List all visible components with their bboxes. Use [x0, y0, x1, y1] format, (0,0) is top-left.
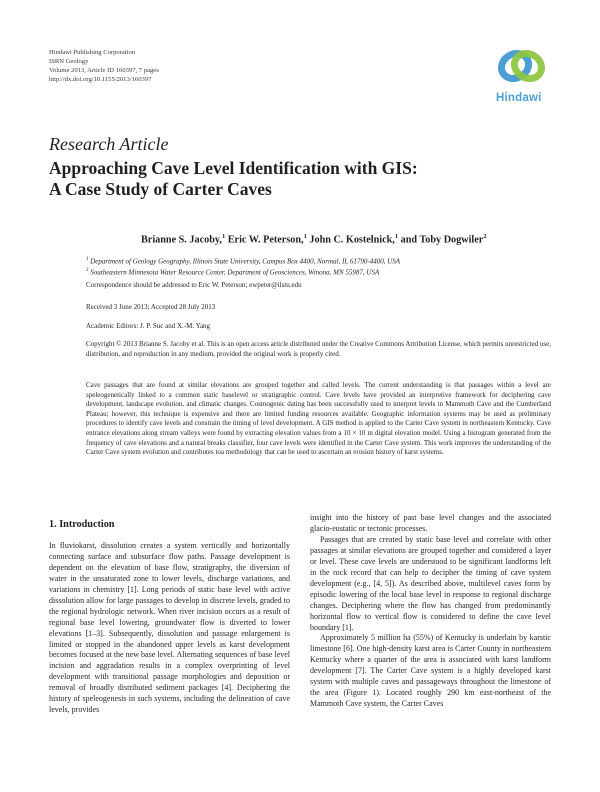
author-list	[141, 233, 487, 245]
paper-title	[49, 158, 549, 200]
author-affil-mark: 2	[483, 233, 487, 240]
hindawi-logo	[492, 42, 552, 112]
academic-editors: Academic Editors: J. P. Suc and X.-M. Yang	[86, 322, 211, 330]
author-name: and Toby Dogwiler	[400, 234, 484, 246]
affiliation-item	[86, 266, 551, 277]
author-name: Eric W. Peterson,	[227, 234, 304, 246]
copyright-notice: Copyright © 2013 Brianne S. Jacoby et al. This is an open access article distributed under the Creative Commons Attribution License, which permits unrestricted use, distribution, and reproduction in any medium, provided the original work is properly cited.	[86, 340, 551, 358]
volume-line: Volume 2013, Article ID 160397, 7 pages	[49, 66, 159, 74]
affiliation-text: Department of Geology Geography, Illinois State University, Campus Box 4400, Normal, IL 61790-4400, USA	[88, 257, 401, 266]
journal-name: ISRN Geology	[49, 57, 89, 65]
body-paragraph: insight into the history of past base level changes and the associated glacio-eustatic or tectonic processes.	[310, 513, 551, 533]
body-paragraph: Approximately 5 million ha (55%) of Kentucky is underlain by karstic limestone [6]. One high-density karst area is Carter County in northeastern Kentucky where a quarter of the area is associated with karst landform development [7]. The Carter Cave system is a highly developed karst system with multiple caves and passageways throughout the limestone of the area (Figure 1). Located roughly 290 km east-northeast of the Mammoth Cave system, the Carter Caves	[310, 633, 551, 709]
affiliation-mark: 1	[86, 257, 89, 262]
title-line-1: Approaching Cave Level Identification with GIS:	[49, 158, 418, 178]
doi-link[interactable]: http://dx.doi.org/10.1155/2013/160397	[49, 75, 152, 83]
body-paragraph: Passages that are created by static base level and correlate with other passages at similar elevations are grouped together and considered a layer or level. These cave levels are understood to be significant landforms left in the rock record that can help to decipher the timing of cave system development (e.g., [4, 5]). As described above, multilevel caves form by episodic lowering of the local base level in response to regional discharge changes. Deciphering where the flow has changed from predominantly horizontal flow to vertical flow is considered to define the cave level boundary [1].	[310, 534, 551, 632]
abstract-text: Cave passages that are found at similar elevations are grouped together and called levels. The current understanding is that passages within a level are speleogenetically linked to a common static baselevel or stratigraphic control. Cave levels have provided an interpretive framework for deciphering cave development, landscape evolution, and climatic changes. Cosmogenic dating has been successfully used to interpret levels in Mammoth Cave and the Cumberland Plateau; however, this technique is expensive and there are limited funding resources available. Geographic information systems may be used as preliminary procedures to identify cave levels and constrain the timing of level development. A GIS method is applied to the Carter Cave system in northeastern Kentucky. Cave entrance elevations along stream valleys were found by extracting elevation values from a 10 × 10 m digital elevation model. Using a histogram generated from the frequency of cave elevations and a natural breaks classifier, four cave levels were identified in the Carter Cave system. This work improves the understanding of the Carter Cave system evolution and contributes toa methodology that can be used to ascertain an erosion history of karst systems.	[86, 381, 551, 457]
section-heading-introduction: 1. Introduction	[49, 519, 115, 530]
body-paragraph: In fluviokarst, dissolution creates a system vertically and horizontally connecting surface and subsurface flow paths. Passage development is dependent on the elevation of base flow, stratigraphy, the diversion of water in the unsaturated zone to lower levels, discharge variations, and variations in chemistry [1]. Long periods of static base level with active dissolution allow for large passages to develop in discrete levels, graded to the regional hydrologic network. When river incision occurs as a result of regional base level lowering, groundwater flow is diverted to lower elevations [1–3]. Subsequently, dissolution and passage enlargement is limited or stopped in the abandoned upper levels as karst development becomes focused at the new base level. Alternating sequences of base level incision and aggradation results in a complex overprinting of level development with transitional passage morphologies and deposition or removal of broadly distributed sediment packages [4]. Deciphering the history of speleogenesis in such systems, including the delineation of cave levels, provides	[49, 540, 290, 715]
affiliation-item	[86, 255, 551, 266]
author-affil-mark: 1	[221, 233, 226, 240]
affiliations	[86, 255, 551, 278]
left-column	[49, 520, 290, 716]
author-name: Brianne S. Jacoby,	[141, 234, 222, 246]
publication-info	[49, 49, 159, 85]
affiliation-text: Southeastern Minnesota Water Resource Center, Department of Geosciences, Winona, MN 55987, USA	[88, 268, 380, 277]
correspondence-note: Correspondence should be addressed to Eric W. Peterson; ewpeter@ilstu.edu	[86, 281, 302, 289]
title-line-2: A Case Study of Carter Caves	[49, 179, 272, 199]
right-column	[310, 513, 551, 710]
author-affil-mark: 1	[303, 233, 307, 240]
received-accepted-dates: Received 3 June 2013; Accepted 28 July 2013	[86, 303, 216, 311]
publisher-name: Hindawi Publishing Corporation	[49, 49, 136, 56]
author-name: John C. Kostelnick,	[309, 234, 395, 246]
article-type: Research Article	[49, 134, 169, 154]
hindawi-wordmark: Hindawi	[496, 92, 542, 104]
author-affil-mark: 1	[394, 233, 399, 240]
hindawi-logo-icon	[492, 42, 552, 92]
affiliation-mark: 2	[86, 268, 89, 274]
